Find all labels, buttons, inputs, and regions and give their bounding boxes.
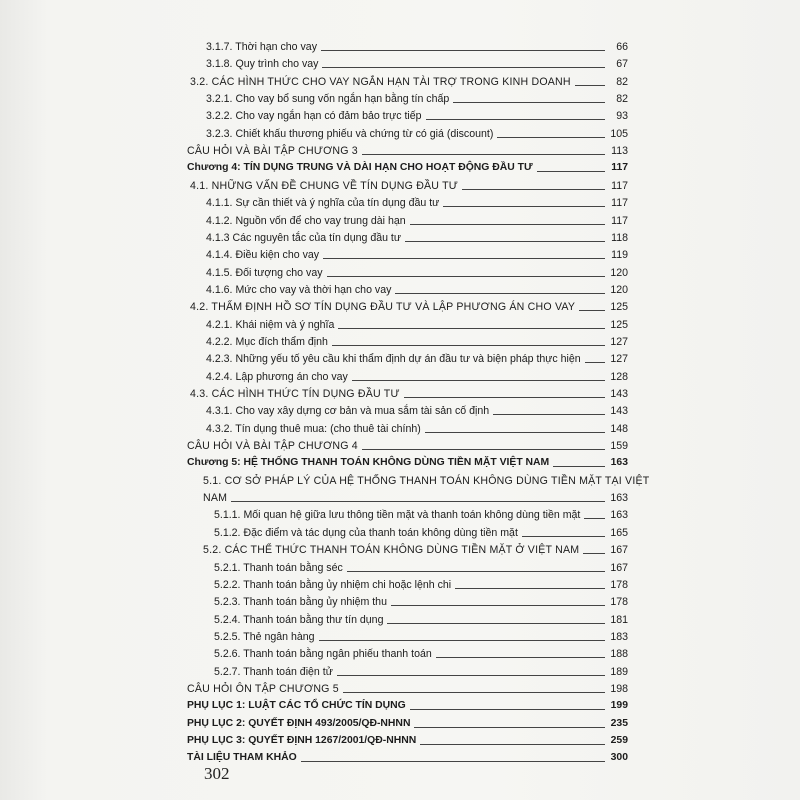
toc-entry-title: 5.2.6. Thanh toán bằng ngân phiếu thanh toán bbox=[214, 648, 432, 661]
toc-leader-line bbox=[405, 241, 605, 242]
toc-entry-page: 163 bbox=[610, 457, 628, 469]
toc-entry bbox=[190, 299, 628, 313]
toc-entry bbox=[206, 91, 628, 105]
toc-entry bbox=[206, 265, 628, 279]
toc-leader-line bbox=[575, 85, 605, 86]
toc-entry bbox=[214, 612, 628, 626]
toc-leader-line bbox=[327, 276, 605, 277]
toc-leader-line bbox=[553, 466, 605, 467]
toc-leader-line bbox=[362, 449, 605, 450]
toc-entry-title: 3.2.1. Cho vay bổ sung vốn ngắn hạn bằng tín chấp bbox=[206, 93, 450, 106]
toc-entry bbox=[214, 560, 628, 574]
toc-entry-page: 199 bbox=[610, 700, 628, 712]
toc-entry bbox=[203, 473, 650, 487]
toc-leader-line bbox=[583, 553, 605, 554]
toc-entry-page: 117 bbox=[611, 214, 628, 227]
toc-entry bbox=[187, 716, 628, 730]
toc-entry bbox=[206, 369, 628, 383]
toc-entry bbox=[203, 490, 628, 504]
toc-entry-page: 143 bbox=[610, 388, 628, 400]
toc-entry-page: 163 bbox=[610, 509, 628, 522]
toc-entry bbox=[214, 525, 628, 539]
toc-entry-page: 235 bbox=[610, 717, 628, 729]
toc-entry-page: 148 bbox=[610, 422, 628, 435]
toc-entry-title: 5.2.5. Thẻ ngân hàng bbox=[214, 630, 315, 643]
toc-entry-page: 188 bbox=[610, 648, 628, 661]
toc-entry bbox=[206, 351, 628, 365]
toc-leader-line bbox=[338, 328, 605, 329]
toc-leader-line bbox=[579, 310, 605, 311]
toc-entry bbox=[190, 386, 628, 400]
toc-leader-line bbox=[537, 171, 605, 172]
toc-entry-page: 82 bbox=[616, 75, 628, 88]
toc-entry-title: 3.1.8. Quy trình cho vay bbox=[206, 58, 319, 71]
toc-leader-line bbox=[585, 362, 605, 363]
toc-entry bbox=[206, 421, 628, 435]
toc-leader-line bbox=[352, 380, 605, 381]
toc-entry bbox=[187, 143, 628, 157]
toc-leader-line bbox=[321, 50, 605, 51]
toc-entry-page: 120 bbox=[610, 266, 628, 279]
toc-leader-line bbox=[410, 709, 605, 710]
toc-entry-title: 5.2.7. Thanh toán điện tử bbox=[214, 665, 333, 678]
toc-entry-title: 4.2.1. Khái niệm và ý nghĩa bbox=[206, 318, 335, 331]
toc-leader-line bbox=[436, 657, 605, 658]
toc-entry-page: 163 bbox=[610, 492, 628, 505]
toc-entry-page: 67 bbox=[616, 58, 628, 71]
toc-entry bbox=[206, 108, 628, 122]
toc-entry-page: 66 bbox=[616, 41, 628, 53]
toc-entry-page: 125 bbox=[610, 301, 628, 314]
toc-leader-line bbox=[323, 258, 605, 259]
toc-entry bbox=[206, 247, 628, 261]
toc-entry-title: 3.2.2. Cho vay ngắn hạn có đảm bảo trực tiếp bbox=[206, 110, 422, 123]
toc-entry bbox=[190, 74, 628, 88]
toc-leader-line bbox=[584, 518, 605, 519]
toc-entry-page: 127 bbox=[610, 353, 628, 366]
toc-entry-page: 167 bbox=[610, 561, 628, 574]
toc-entry-page: 113 bbox=[611, 145, 628, 158]
toc-entry-title: Chương 4: TÍN DỤNG TRUNG VÀ DÀI HẠN CHO HOẠT ĐỘNG ĐẦU TƯ bbox=[187, 162, 533, 174]
toc-entry-title: CÂU HỎI ÔN TẬP CHƯƠNG 5 bbox=[187, 682, 339, 695]
page-number: 302 bbox=[204, 764, 230, 783]
toc-leader-line bbox=[337, 675, 605, 676]
toc-leader-line bbox=[425, 432, 605, 433]
toc-entry-title: 5.1.1. Mối quan hệ giữa lưu thông tiền mặt và thanh toán không dùng tiền mặt bbox=[214, 509, 581, 522]
toc-entry-page: 117 bbox=[611, 162, 628, 174]
toc-entry bbox=[206, 195, 628, 209]
toc-entry-title: PHỤ LỤC 2: QUYẾT ĐỊNH 493/2005/QĐ-NHNN bbox=[187, 717, 411, 729]
toc-leader-line bbox=[332, 345, 605, 346]
toc-entry bbox=[206, 282, 628, 296]
toc-entry-page: 178 bbox=[610, 596, 628, 609]
toc-entry-page: 300 bbox=[610, 752, 628, 764]
toc-leader-line bbox=[343, 692, 605, 693]
toc-entry-title: 4.2.4. Lập phương án cho vay bbox=[206, 370, 348, 383]
toc-entry-title: 4.2.3. Những yếu tố yêu cầu khi thẩm định dự án đầu tư và biện pháp thực hiện bbox=[206, 353, 581, 366]
toc-leader-line bbox=[322, 67, 605, 68]
toc-entry bbox=[214, 646, 628, 660]
toc-entry-title: TÀI LIỆU THAM KHẢO bbox=[187, 752, 297, 764]
toc-entry bbox=[214, 507, 628, 521]
toc-entry-title: 4.3.2. Tín dụng thuê mua: (cho thuê tài chính) bbox=[206, 422, 421, 435]
toc-entry-page: 167 bbox=[610, 544, 628, 557]
toc-entry-title: Chương 5: HỆ THỐNG THANH TOÁN KHÔNG DÙNG TIỀN MẶT VIỆT NAM bbox=[187, 457, 550, 469]
toc-entry bbox=[187, 733, 628, 747]
toc-leader-line bbox=[493, 414, 605, 415]
toc-entry-page: 143 bbox=[610, 405, 628, 418]
toc-entry-page: 159 bbox=[610, 440, 628, 453]
toc-entry-title: 5.2. CÁC THỂ THỨC THANH TOÁN KHÔNG DÙNG TIỀN MẶT Ở VIỆT NAM bbox=[203, 544, 580, 557]
toc-leader-line bbox=[387, 623, 605, 624]
toc-entry-title: 4.2. THẨM ĐỊNH HỒ SƠ TÍN DỤNG ĐẦU TƯ VÀ LẬP PHƯƠNG ÁN CHO VAY bbox=[190, 301, 576, 314]
toc-entry bbox=[206, 39, 628, 53]
toc-leader-line bbox=[420, 744, 605, 745]
toc-entry-page: 117 bbox=[611, 197, 628, 210]
toc-entry bbox=[187, 160, 628, 174]
toc-entry-page: 128 bbox=[610, 370, 628, 383]
toc-entry-title: 5.2.2. Thanh toán bằng ủy nhiệm chi hoặc lệnh chi bbox=[214, 578, 452, 591]
toc-entry-title: 4.1.2. Nguồn vốn để cho vay trung dài hạn bbox=[206, 214, 406, 227]
toc-leader-line bbox=[395, 293, 605, 294]
toc-entry-title: 3.2. CÁC HÌNH THỨC CHO VAY NGẮN HẠN TÀI TRỢ TRONG KINH DOANH bbox=[190, 75, 571, 88]
toc-entry-page: 198 bbox=[610, 682, 628, 695]
toc-entry bbox=[206, 56, 628, 70]
toc-entry-title: 4.3.1. Cho vay xây dựng cơ bản và mua sắm tài sản cố định bbox=[206, 405, 490, 418]
toc-entry-page: 189 bbox=[610, 665, 628, 678]
toc-leader-line bbox=[455, 588, 605, 589]
toc-entry bbox=[206, 213, 628, 227]
toc-entry-page: 117 bbox=[611, 179, 628, 192]
toc-leader-line bbox=[443, 206, 605, 207]
toc-entry-title: CÂU HỎI VÀ BÀI TẬP CHƯƠNG 3 bbox=[187, 145, 358, 158]
toc-entry bbox=[214, 577, 628, 591]
toc-leader-line bbox=[301, 761, 605, 762]
toc-entry-title: 5.2.3. Thanh toán bằng ủy nhiệm thu bbox=[214, 596, 387, 609]
toc-entry-page: 259 bbox=[610, 735, 628, 746]
toc-entry-page: 82 bbox=[616, 93, 628, 106]
toc-leader-line bbox=[410, 224, 605, 225]
toc-entry bbox=[206, 334, 628, 348]
toc-entry bbox=[187, 698, 628, 712]
toc-entry bbox=[206, 126, 628, 140]
toc-entry-page: 183 bbox=[610, 630, 628, 643]
toc-entry-title: 4.2.2. Mục đích thẩm định bbox=[206, 335, 328, 348]
toc-leader-line bbox=[453, 102, 605, 103]
toc-entry-title: 5.2.1. Thanh toán bằng séc bbox=[214, 561, 343, 574]
toc-leader-line bbox=[231, 501, 605, 502]
toc-leader-line bbox=[497, 137, 605, 138]
toc-entry-page: 178 bbox=[610, 578, 628, 591]
toc-entry-title: 4.3. CÁC HÌNH THỨC TÍN DỤNG ĐẦU TƯ bbox=[190, 388, 400, 400]
toc-entry-title: 4.1.6. Mức cho vay và thời hạn cho vay bbox=[206, 283, 392, 296]
toc-leader-line bbox=[462, 189, 605, 190]
toc-entry bbox=[203, 542, 628, 556]
toc-leader-line bbox=[414, 727, 605, 728]
toc-entry-page: 105 bbox=[610, 127, 628, 140]
toc-leader-line bbox=[426, 119, 605, 120]
toc-entry-title: 3.2.3. Chiết khấu thương phiếu và chứng từ có giá (discount) bbox=[206, 127, 494, 140]
toc-entry bbox=[214, 629, 628, 643]
toc-leader-line bbox=[362, 154, 605, 155]
toc-entry-title: 5.1. CƠ SỞ PHÁP LÝ CỦA HỆ THỐNG THANH TOÁN KHÔNG DÙNG TIỀN MẶT TẠI VIỆT bbox=[203, 474, 650, 487]
toc-entry bbox=[187, 438, 628, 452]
toc-entry-title: 5.2.4. Thanh toán bằng thư tín dụng bbox=[214, 613, 384, 626]
toc-entry-title: 4.1.1. Sự cần thiết và ý nghĩa của tín dụng đầu tư bbox=[206, 197, 440, 210]
toc-entry-page: 118 bbox=[611, 231, 628, 244]
toc-entry-title: 5.1.2. Đặc điểm và tác dụng của thanh toán không dùng tiền mặt bbox=[214, 526, 518, 539]
toc-entry-title: PHỤ LỤC 3: QUYẾT ĐỊNH 1267/2001/QĐ-NHNN bbox=[187, 735, 417, 746]
toc-leader-line bbox=[522, 536, 605, 537]
toc-entry-title: 4.1.5. Đối tượng cho vay bbox=[206, 266, 323, 279]
toc-entry-title: CÂU HỎI VÀ BÀI TẬP CHƯƠNG 4 bbox=[187, 440, 358, 453]
toc-entry-page: 119 bbox=[611, 249, 628, 262]
toc-leader-line bbox=[319, 640, 605, 641]
toc-entry bbox=[187, 750, 628, 764]
toc-entry-page: 93 bbox=[616, 110, 628, 123]
toc-entry-page: 125 bbox=[610, 318, 628, 331]
toc-entry bbox=[187, 681, 628, 695]
toc-entry bbox=[206, 403, 628, 417]
toc-entry-page: 120 bbox=[610, 283, 628, 296]
toc-entry bbox=[190, 178, 628, 192]
toc-entry-title: 4.1. NHỮNG VẤN ĐỀ CHUNG VỀ TÍN DỤNG ĐẦU TƯ bbox=[190, 179, 459, 192]
toc-leader-line bbox=[347, 571, 605, 572]
toc-entry-title: NAM bbox=[203, 492, 228, 505]
toc-entry-title: 4.1.3 Các nguyên tắc của tín dụng đầu tư bbox=[206, 231, 401, 244]
toc-entry bbox=[206, 317, 628, 331]
toc-entry-page: 127 bbox=[610, 335, 628, 348]
toc-entry bbox=[214, 664, 628, 678]
toc-entry bbox=[187, 455, 628, 469]
toc-leader-line bbox=[404, 397, 605, 398]
toc-entry bbox=[206, 230, 628, 244]
toc-entry-title: 3.1.7. Thời hạn cho vay bbox=[206, 41, 317, 53]
toc-entry bbox=[214, 594, 628, 608]
toc-entry-title: 4.1.4. Điều kiện cho vay bbox=[206, 249, 320, 262]
toc-entry-page: 165 bbox=[610, 526, 628, 539]
toc-leader-line bbox=[391, 605, 605, 606]
toc-entry-title: PHỤ LỤC 1: LUẬT CÁC TỔ CHỨC TÍN DỤNG bbox=[187, 700, 406, 712]
toc-entry-page: 181 bbox=[610, 613, 628, 626]
